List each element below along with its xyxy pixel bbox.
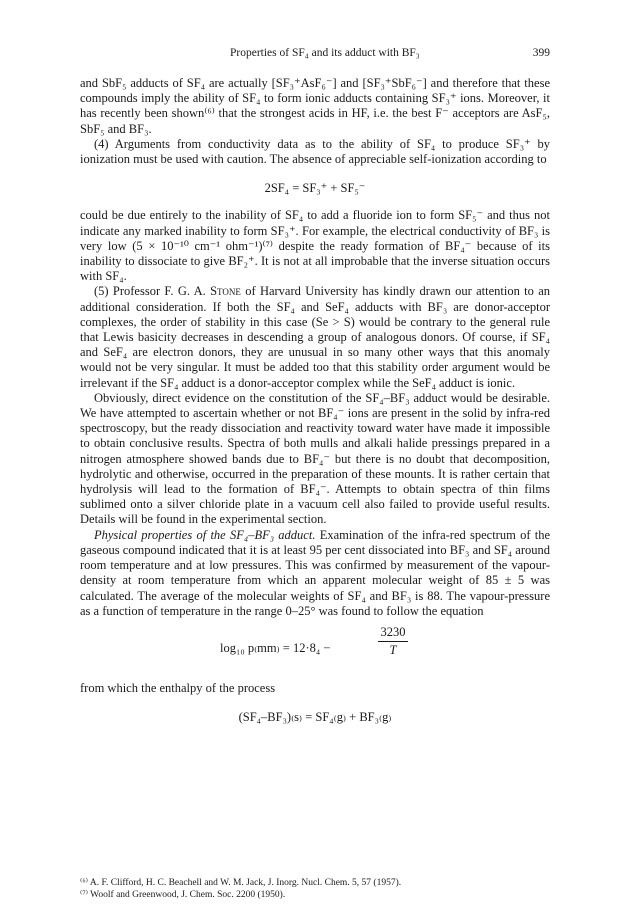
paragraph-4 xyxy=(80,284,550,390)
paragraph-1: and SbF₅ adducts of SF₄ are actually [SF₃⁺AsF₆⁻] and [SF₃⁺SbF₆⁻] and therefore that these compounds imply the ability of SF₄ to form ionic adducts containing SF₃⁺ ions. Moreover, it has recently been shown⁽⁶⁾ that the strongest acids in HF, i.e. the best F⁻ acceptors are AsF₅, SbF₅ and BF₃. xyxy=(80,76,550,136)
section-heading: Physical properties of the SF₄–BF₃ adduct. xyxy=(94,527,316,542)
paragraph-3: could be due entirely to the inability of SF₄ to add a fluoride ion to form SF₅⁻ and thus not indicate any marked inability to form SF₃⁺. For example, the electrical conductivity of BF₃ is very low (5 × 10⁻¹⁰ cm⁻¹ ohm⁻¹)⁽⁷⁾ despite the ready formation of BF₄⁻ because of its inability to dissociate to give BF₂⁺. It is not at all improbable that the inverse situation occurs with SF₄. xyxy=(80,208,550,284)
body-text xyxy=(80,76,550,737)
footnote-7: ⁽⁷⁾ Woolf and Greenwood, J. Chem. Soc. 2200 (1950). xyxy=(80,889,286,900)
paragraph-2: (4) Arguments from conductivity data as to the ability of SF₄ to produce SF₃⁺ by ionization must be used with caution. The absence of appreciable self-ionization according to xyxy=(80,136,550,167)
fraction-denominator: T xyxy=(389,643,397,658)
paragraph-4-lead: (5) Professor F. G. A. xyxy=(94,284,211,299)
equation-lhs: log₁₀ p₍mm₎ = 12·8₄ − xyxy=(220,640,331,655)
paragraph-4-rest: of Harvard University has kindly drawn our attention to an additional consideration. If both the SF₄ and SeF₄ adducts with BF₃ are donor-acceptor complexes, the order of stability in this case (Se > S) would be contrary to the general rule that Lewis basicity decreases in descending a group of analogous donors. Of course, if SF₄ and SeF₄ are electron donors, they are unusual in so many other ways that this anomaly would not be very singular. It must be added too that this stability order argument would be irrelevant if the SF₄ adduct is a donor-acceptor complex while the SeF₄ adduct is ionic. xyxy=(80,284,550,390)
equation-fraction xyxy=(378,625,408,658)
paragraph-5: Obviously, direct evidence on the constitution of the SF₄–BF₃ adduct would be desirable. We have attempted to ascertain whether or not BF₄⁻ ions are present in the solid by infra-red spectroscopy, but the ready dissociation and reactivity toward water have made it impossible to obtain conclusive results. Spectra of both mulls and alkali halide pressings prepared in a nitrogen atmosphere showed bands due to BF₄⁻ but there is no doubt that decomposition, hydrolytic and otherwise, occurred in the preparation of these mounts. It is rather certain that hydrolysis will lead to the formation of BF₄⁻. Attempts to obtain spectra of thin films sublimed onto a silver chloride plate in a vacuum cell also failed to provide useful results. Details will be found in the experimental section. xyxy=(80,390,550,527)
equation-dissociation: (SF₄–BF₃)₍s₎ = SF₄₍g₎ + BF₃₍g₎ xyxy=(238,710,392,725)
equation-vapour-pressure xyxy=(80,625,550,673)
fraction-numerator: 3230 xyxy=(378,625,408,642)
page-number: 399 xyxy=(532,47,550,59)
running-title: Properties of SF₄ and its adduct with BF₃ xyxy=(230,47,420,59)
paragraph-7: from which the enthalpy of the process xyxy=(80,680,276,695)
footnotes xyxy=(80,878,550,901)
footnote-6: ⁽⁶⁾ A. F. Clifford, H. C. Beachell and W. M. Jack, J. Inorg. Nucl. Chem. 5, 57 (1957). xyxy=(80,878,402,888)
equation-self-ionization: 2SF₄ = SF₃⁺ + SF₅⁻ xyxy=(264,181,366,196)
paragraph-6 xyxy=(80,528,550,619)
paragraph-6-rest: Examination of the infra-red spectrum of the gaseous compound indicated that it is at least 95 per cent dissociated into BF₃ and SF₄ around room temperature and at low pressures. This was confirmed by measurement of the vapour-density at room temperature from which an apparent molecular weight of 85 ± 5 was calculated. The average of the molecular weights of SF₄ and BF₃ is 88. The vapour-pressure as a function of temperature in the range 0–25° was found to follow the equation xyxy=(80,527,551,618)
author-name: Stone xyxy=(210,284,241,299)
